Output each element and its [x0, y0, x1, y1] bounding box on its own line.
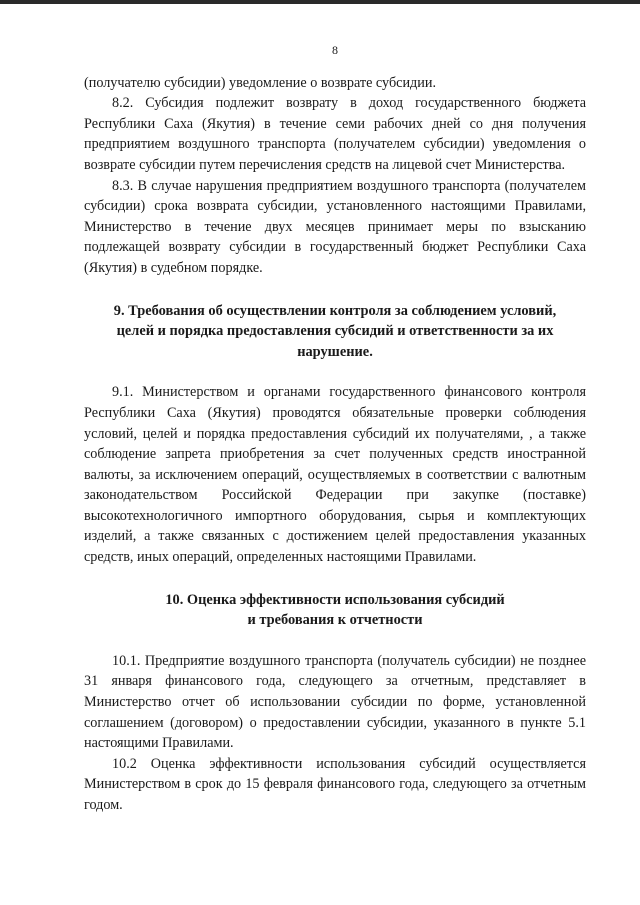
paragraph-10-1: 10.1. Предприятие воздушного транспорта (получатель субсидии) не позднее 31 января финансового года, следующего за отчетным, представляет в Министерство отчет об использовании субсидии по форме, установленной соглашением (договором) о предоставлении субсидии, указанного в пункте 5.1 настоящими Правилами.	[84, 652, 586, 752]
section-10-heading-line1: 10. Оценка эффективности использования субсидий	[165, 591, 505, 608]
paragraph-10-2: 10.2 Оценка эффективности использования субсидий осуществляется Министерством в срок до 15 февраля финансового года, следующего за отчетным годом.	[84, 755, 586, 813]
page-number: 8	[332, 43, 338, 57]
section-10-heading	[84, 590, 586, 631]
section-9-heading-line1: 9. Требования об осуществлении контроля за соблюдением условий,	[113, 302, 557, 319]
section-9-heading-line2: целей и порядка предоставления субсидий и ответственности за их	[116, 323, 554, 340]
section-9-heading-line3: нарушение.	[297, 343, 373, 360]
paragraph-8-2: 8.2. Субсидия подлежит возврату в доход государственного бюджета Республики Саха (Якутия) в течение семи рабочих дней со дня получения предприятием воздушного транспорта (получателем субсидии) уведомления о возврате субсидии путем перечисления средств на лицевой счет Министерства.	[84, 95, 586, 173]
top-border	[0, 0, 640, 4]
section-9-heading	[84, 301, 586, 363]
paragraph-9-1: 9.1. Министерством и органами государственного финансового контроля Республики Саха (Якутия) проводятся обязательные проверки соблюдения условий, целей и порядка предоставления субсидий их получателями, , а также соблюдение запрета приобретения за счет полученных средств иностранной валюты, за исключением операций, осуществляемых в соответствии с валютным законодательством Российской Федерации при закупке (поставке) высокотехнологичного импортного оборудования, сырья и комплектующих изделий, а также связанных с достижением целей предоставления указанных средств, иных операций, определенных настоящими Правилами.	[84, 384, 586, 566]
document-page	[84, 40, 586, 816]
paragraph-continuation: (получателю субсидии) уведомление о возврате субсидии.	[84, 74, 437, 91]
paragraph-8-3: 8.3. В случае нарушения предприятием воздушного транспорта (получателем субсидии) срока возврата субсидии, установленного настоящими Правилами, Министерство в течение двух месяцев принимает меры по взысканию подлежащей возврату субсидии в государственный бюджет Республики Саха (Якутия) в судебном порядке.	[84, 177, 586, 276]
section-10-heading-line2: и требования к отчетности	[247, 612, 423, 629]
